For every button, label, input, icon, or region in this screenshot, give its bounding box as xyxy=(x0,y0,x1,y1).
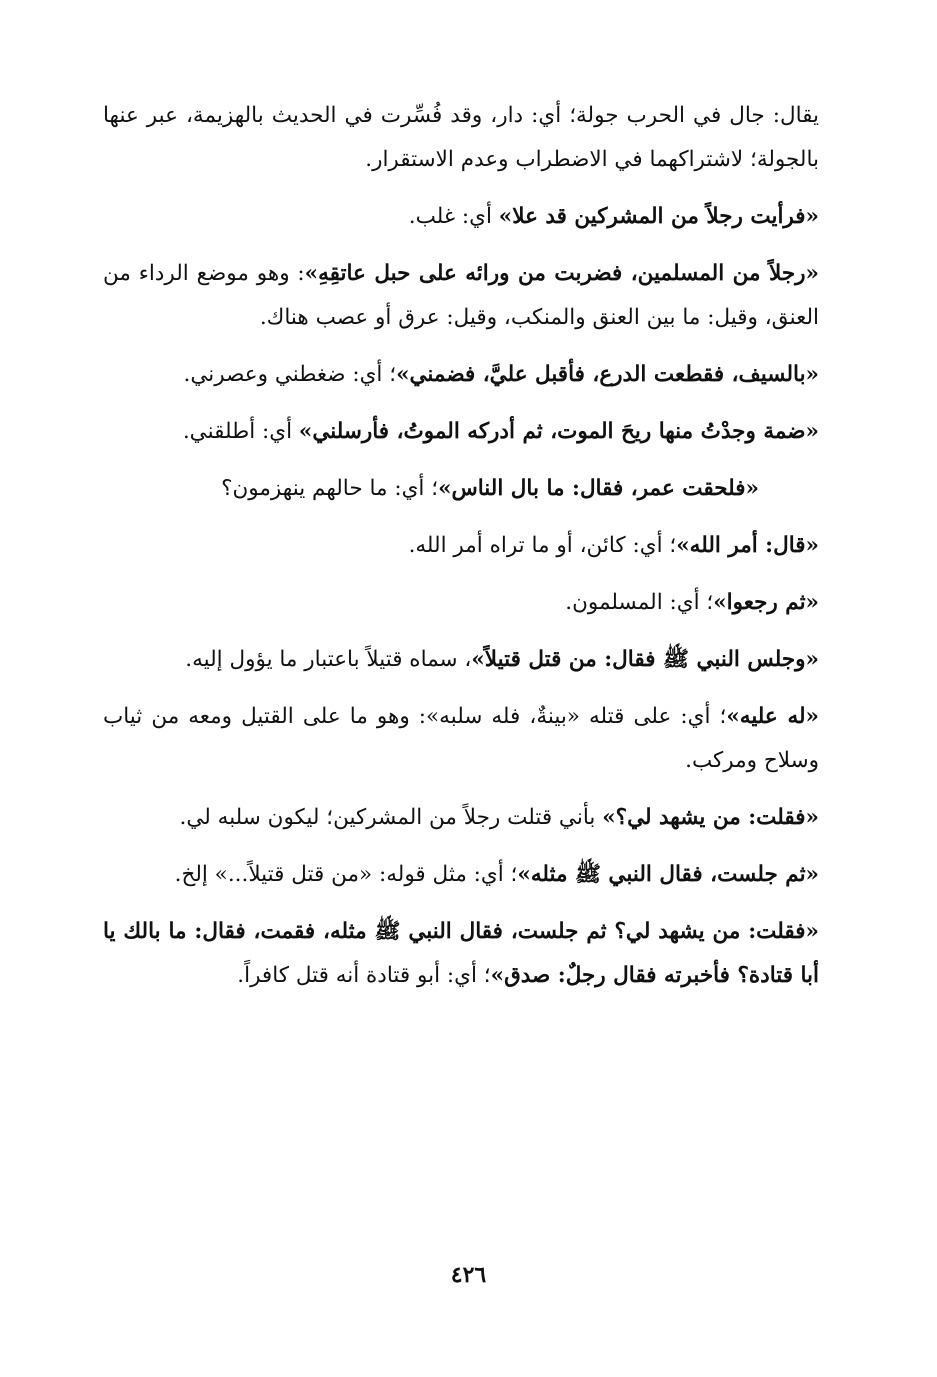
paragraph-12: «ثم جلست، فقال النبي ﷺ مثله»؛ أي: مثل قوله: «من قتل قتيلاً...» إلخ. xyxy=(174,862,819,887)
paragraph-7: «قال: أمر الله»؛ أي: كائن، أو ما تراه أمر الله. xyxy=(408,533,819,558)
paragraph-13: «فقلت: من يشهد لي؟ ثم جلست، فقال النبي ﷺ مثله، فقمت، فقال: ما بالك يا أبا قتادة؟ فأخبرته فقال رجلٌ: صدق»؛ أي: أبو قتادة أنه قتل كافراً. xyxy=(103,919,819,988)
paragraph-10: «له عليه»؛ أي: على قتله «بينةٌ، فله سلبه»: وهو ما على القتيل ومعه من ثياب وسلاح ومركب. xyxy=(103,704,819,773)
paragraph-3: «رجلاً من المسلمين، فضربت من ورائه على حبل عاتقِهِ»: وهو موضع الرداء من العنق، وقيل: ما بين العنق والمنكب، وقيل: عرق أو عصب هناك. xyxy=(103,261,819,330)
paragraph-5: «ضمة وجدْتُ منها ريحَ الموت، ثم أدركه الموتُ، فأرسلني» أي: أطلقني. xyxy=(182,419,819,444)
paragraph-8: «ثم رجعوا»؛ أي: المسلمون. xyxy=(565,590,819,615)
paragraph-1: يقال: جال في الحرب جولة؛ أي: دار، وقد فُسِّرت في الحديث بالهزيمة، عبر عنها بالجولة؛ لاشتراكهما في الاضطراب وعدم الاستقرار. xyxy=(103,103,819,172)
page-number: ٤٢٦ xyxy=(450,1262,487,1288)
paragraph-2: «فرأيت رجلاً من المشركين قد علا» أي: غلب. xyxy=(408,204,819,229)
paragraph-6: «فلحقت عمر، فقال: ما بال الناس»؛ أي: ما حالهم ينهزمون؟ xyxy=(221,476,759,501)
paragraph-11: «فقلت: من يشهد لي؟» بأني قتلت رجلاً من المشركين؛ ليكون سلبه لي. xyxy=(179,805,819,830)
paragraph-9: «وجلس النبي ﷺ فقال: من قتل قتيلاً»، سماه قتيلاً باعتبار ما يؤول إليه. xyxy=(185,647,819,672)
paragraph-4: «بالسيف، فقطعت الدرع، فأقبل عليَّ، فضمني»؛ أي: ضغطني وعصرني. xyxy=(183,362,819,387)
page-body xyxy=(103,94,819,1011)
